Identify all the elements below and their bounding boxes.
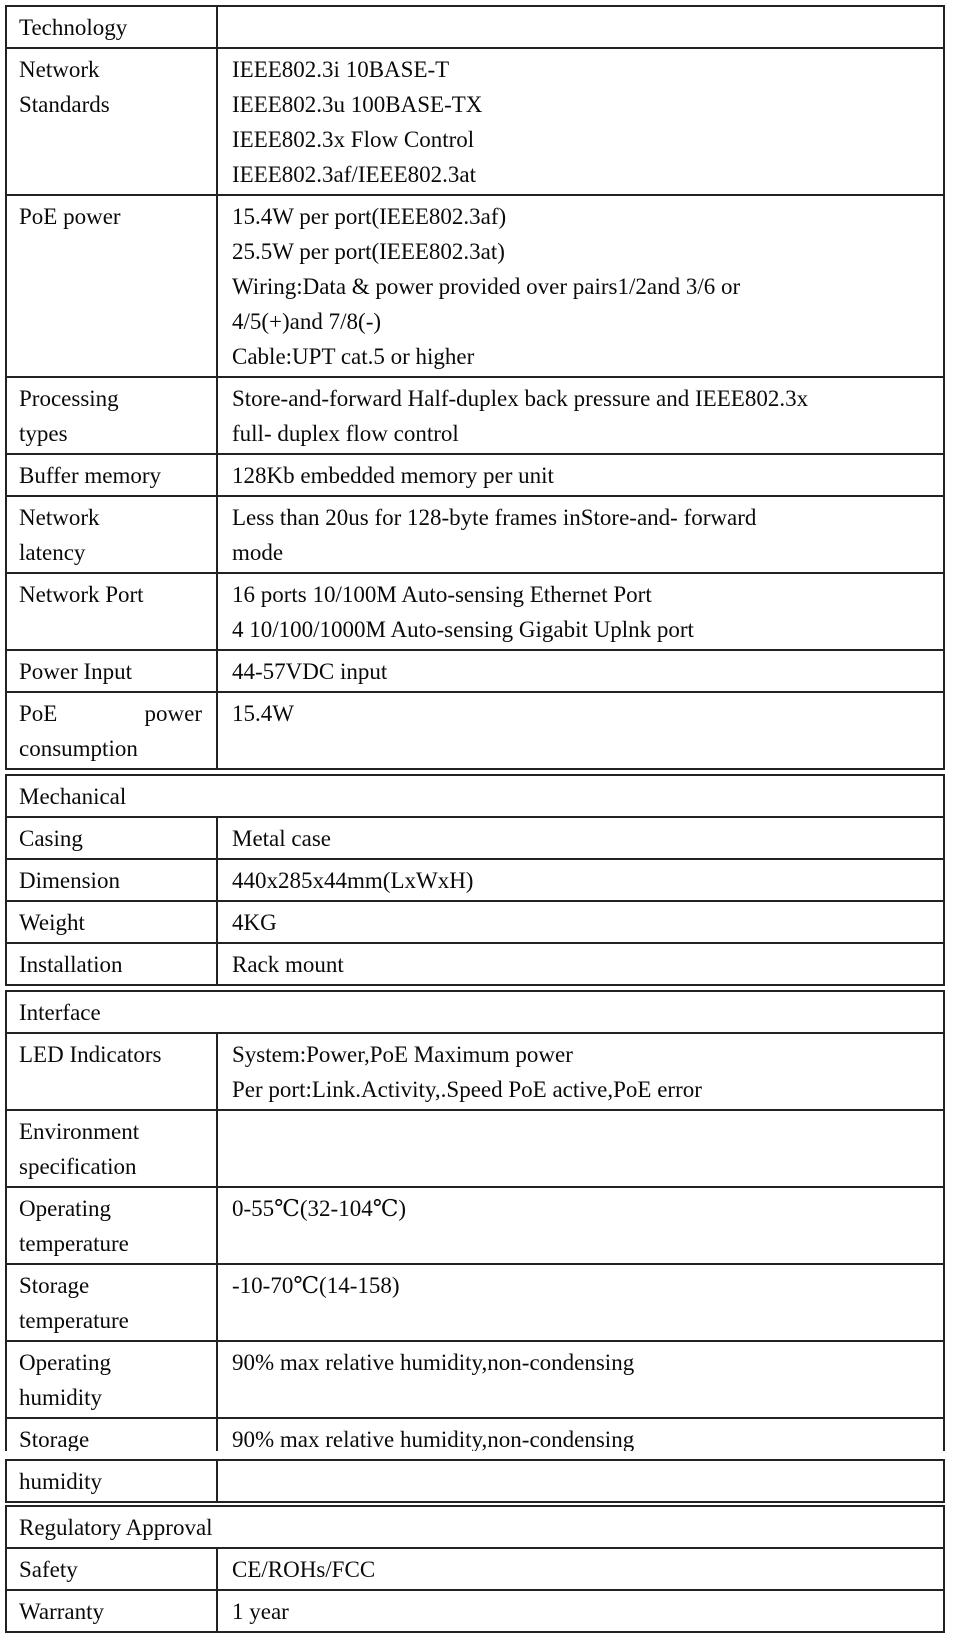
text-line: Store-and-forward Half-duplex back pressure and IEEE802.3x xyxy=(232,386,809,411)
text-line: Processing xyxy=(19,386,119,411)
cell-content xyxy=(7,497,216,572)
table-row xyxy=(6,650,944,692)
cell-content xyxy=(218,693,943,733)
text-line: Safety xyxy=(19,1557,78,1582)
cell-content xyxy=(7,818,216,858)
text-line: full- duplex flow control xyxy=(232,421,459,446)
spec-value-cell xyxy=(217,901,944,943)
spec-value-cell xyxy=(217,1264,944,1341)
cell-content xyxy=(7,1591,216,1631)
text-line: Buffer memory xyxy=(19,463,162,488)
spec-table-regulatory-approval xyxy=(5,1505,945,1633)
spec-table-humidity-continued xyxy=(5,1459,945,1503)
spec-value-cell xyxy=(217,943,944,985)
text-line: Storage xyxy=(19,1273,90,1298)
text-line: Network Port xyxy=(19,582,144,607)
spec-label-cell xyxy=(6,377,217,454)
text-line: 128Kb embedded memory per unit xyxy=(232,463,554,488)
text-line: CE/ROHs/FCC xyxy=(232,1557,376,1582)
cell-content xyxy=(7,944,216,984)
text-line: Rack mount xyxy=(232,952,344,977)
text-line: 4 10/100/1000M Auto-sensing Gigabit Uplnk port xyxy=(232,617,694,642)
text-line: 90% max relative humidity,non-condensing xyxy=(232,1350,635,1375)
cell-content xyxy=(218,196,943,376)
spec-label-cell xyxy=(6,1460,217,1502)
table-row xyxy=(6,775,944,817)
spec-label-cell xyxy=(6,692,217,769)
cell-content xyxy=(7,7,216,47)
text-line xyxy=(19,696,208,731)
spec-value-cell xyxy=(217,573,944,650)
text-line: System:Power,PoE Maximum power xyxy=(232,1042,573,1067)
cell-content xyxy=(7,574,216,614)
text-line: PoE power xyxy=(19,204,121,229)
spec-label-cell xyxy=(6,573,217,650)
text-line: Installation xyxy=(19,952,123,977)
text-line: Power Input xyxy=(19,659,133,684)
spec-value-cell xyxy=(217,1341,944,1418)
spec-label-cell xyxy=(6,1187,217,1264)
text-line: Warranty xyxy=(19,1599,104,1624)
cell-content xyxy=(218,455,943,495)
cell-content xyxy=(7,1265,216,1340)
text-line: 4KG xyxy=(232,910,277,935)
text-line: latency xyxy=(19,540,86,565)
cell-content xyxy=(218,944,943,984)
cell-content xyxy=(218,1111,943,1116)
spec-label-cell xyxy=(6,943,217,985)
cell-content xyxy=(7,1111,216,1186)
cell-content xyxy=(7,776,943,816)
spec-table-technology xyxy=(5,5,945,770)
text-line: Cable:UPT cat.5 or higher xyxy=(232,344,475,369)
cell-content xyxy=(7,455,216,495)
text-line: 15.4W per port(IEEE802.3af) xyxy=(232,204,507,229)
cell-content xyxy=(7,1507,943,1547)
text-line: 16 ports 10/100M Auto-sensing Ethernet Port xyxy=(232,582,652,607)
spec-value-cell xyxy=(217,48,944,195)
text-line: Mechanical xyxy=(19,784,127,809)
table-row xyxy=(6,943,944,985)
spec-label-cell xyxy=(6,496,217,573)
spec-value-cell xyxy=(217,496,944,573)
text-segment: power xyxy=(144,701,202,726)
text-line: Less than 20us for 128-byte frames inStore-and- forward xyxy=(232,505,757,530)
text-line: mode xyxy=(232,540,284,565)
text-line: Per port:Link.Activity,.Speed PoE active,PoE error xyxy=(232,1077,702,1102)
cell-content xyxy=(7,1034,216,1074)
text-line: temperature xyxy=(19,1231,129,1256)
spec-label-cell xyxy=(6,1264,217,1341)
spec-value-cell xyxy=(217,1187,944,1264)
table-row xyxy=(6,48,944,195)
cell-content xyxy=(7,1188,216,1263)
cell-content xyxy=(7,860,216,900)
table-row xyxy=(6,692,944,769)
cell-content xyxy=(218,1419,943,1451)
cell-content xyxy=(7,651,216,691)
text-line: Operating xyxy=(19,1350,111,1375)
spec-value-cell xyxy=(217,650,944,692)
text-line: Network xyxy=(19,57,100,82)
cell-content xyxy=(218,860,943,900)
table-row xyxy=(6,195,944,377)
cell-content xyxy=(7,1342,216,1417)
text-line: Casing xyxy=(19,826,83,851)
table-row xyxy=(6,377,944,454)
cell-content xyxy=(218,378,943,453)
table-row xyxy=(6,901,944,943)
text-line: Weight xyxy=(19,910,85,935)
spec-value-cell xyxy=(217,1590,944,1632)
spec-label-cell xyxy=(6,1033,217,1110)
cell-content xyxy=(7,693,216,768)
cell-content xyxy=(7,196,216,236)
table-row xyxy=(6,1506,944,1548)
text-line: 4/5(+)and 7/8(-) xyxy=(232,309,382,334)
table-row xyxy=(6,6,944,48)
text-line: Storage xyxy=(19,1427,90,1451)
cell-content xyxy=(7,1549,216,1589)
text-line: Wiring:Data & power provided over pairs1/2and 3/6 or xyxy=(232,274,741,299)
spec-label-cell xyxy=(6,48,217,195)
table-row xyxy=(6,1460,944,1502)
spec-value-cell xyxy=(217,1110,944,1187)
table-row xyxy=(6,817,944,859)
cell-content xyxy=(218,497,943,572)
text-line: humidity xyxy=(19,1469,103,1494)
spec-value-cell xyxy=(217,859,944,901)
table-row xyxy=(6,859,944,901)
text-line: specification xyxy=(19,1154,137,1179)
cell-content xyxy=(7,1461,216,1501)
text-line: IEEE802.3x Flow Control xyxy=(232,127,475,152)
cell-content xyxy=(7,992,943,1032)
table-row xyxy=(6,1341,944,1418)
cell-content xyxy=(218,1461,943,1466)
table-row xyxy=(6,1187,944,1264)
text-line: -10-70℃(14-158) xyxy=(232,1273,400,1298)
text-line: Metal case xyxy=(232,826,331,851)
section-header-cell xyxy=(6,775,944,817)
table-row xyxy=(6,496,944,573)
table-row xyxy=(6,1590,944,1632)
text-segment: PoE xyxy=(19,701,58,726)
text-line: Standards xyxy=(19,92,110,117)
spec-value-cell xyxy=(217,195,944,377)
table-row xyxy=(6,454,944,496)
cell-content xyxy=(218,1188,943,1228)
spec-value-cell xyxy=(217,1418,944,1451)
text-line: Environment xyxy=(19,1119,140,1144)
text-line: IEEE802.3u 100BASE-TX xyxy=(232,92,483,117)
section-header-cell xyxy=(6,1506,944,1548)
cell-content xyxy=(218,1591,943,1631)
text-line: Interface xyxy=(19,1000,101,1025)
text-line: 440x285x44mm(LxWxH) xyxy=(232,868,474,893)
spec-label-cell xyxy=(6,859,217,901)
text-line: consumption xyxy=(19,736,138,761)
cell-content xyxy=(218,574,943,649)
text-line: humidity xyxy=(19,1385,103,1410)
spec-label-cell xyxy=(6,454,217,496)
spec-value-cell xyxy=(217,1033,944,1110)
spec-value-cell xyxy=(217,6,944,48)
text-line: IEEE802.3af/IEEE802.3at xyxy=(232,162,476,187)
text-line: Regulatory Approval xyxy=(19,1515,213,1540)
table-row xyxy=(6,991,944,1033)
spec-table-mechanical xyxy=(5,774,945,986)
text-line: Technology xyxy=(19,15,128,40)
cell-content xyxy=(218,651,943,691)
spec-table-interface-environment xyxy=(5,990,945,1451)
spec-label-cell xyxy=(6,195,217,377)
text-line: temperature xyxy=(19,1308,129,1333)
spec-label-cell xyxy=(6,1110,217,1187)
table-row xyxy=(6,1418,944,1451)
spec-value-cell xyxy=(217,692,944,769)
cell-content xyxy=(218,1342,943,1382)
cell-content xyxy=(7,902,216,942)
text-line: Operating xyxy=(19,1196,111,1221)
text-line: types xyxy=(19,421,68,446)
cell-content xyxy=(218,818,943,858)
spec-value-cell xyxy=(217,817,944,859)
cell-content xyxy=(218,49,943,194)
spec-label-cell xyxy=(6,1590,217,1632)
table-row xyxy=(6,1110,944,1187)
text-line: 1 year xyxy=(232,1599,289,1624)
cell-content xyxy=(218,7,943,12)
text-line: LED Indicators xyxy=(19,1042,162,1067)
spec-value-cell xyxy=(217,1460,944,1502)
table-row xyxy=(6,1264,944,1341)
text-line: Network xyxy=(19,505,100,530)
spec-label-cell xyxy=(6,817,217,859)
text-line: IEEE802.3i 10BASE-T xyxy=(232,57,450,82)
cell-content xyxy=(218,1549,943,1589)
text-line: 25.5W per port(IEEE802.3at) xyxy=(232,239,505,264)
spec-label-cell xyxy=(6,650,217,692)
text-line: 90% max relative humidity,non-condensing xyxy=(232,1427,635,1451)
spec-value-cell xyxy=(217,454,944,496)
cell-content xyxy=(7,49,216,124)
text-line: 0-55℃(32-104℃) xyxy=(232,1196,407,1221)
text-line: 15.4W xyxy=(232,701,294,726)
table-row xyxy=(6,573,944,650)
spec-label-cell xyxy=(6,1341,217,1418)
text-line: 44-57VDC input xyxy=(232,659,388,684)
cell-content xyxy=(7,378,216,453)
spec-label-cell xyxy=(6,1418,217,1451)
section-header-cell xyxy=(6,991,944,1033)
spec-value-cell xyxy=(217,377,944,454)
text-line: Dimension xyxy=(19,868,120,893)
table-row xyxy=(6,1033,944,1110)
cell-content xyxy=(7,1419,216,1451)
cell-content xyxy=(218,1265,943,1305)
cell-content xyxy=(218,902,943,942)
spec-label-cell xyxy=(6,901,217,943)
cell-content xyxy=(218,1034,943,1109)
spec-label-cell xyxy=(6,6,217,48)
